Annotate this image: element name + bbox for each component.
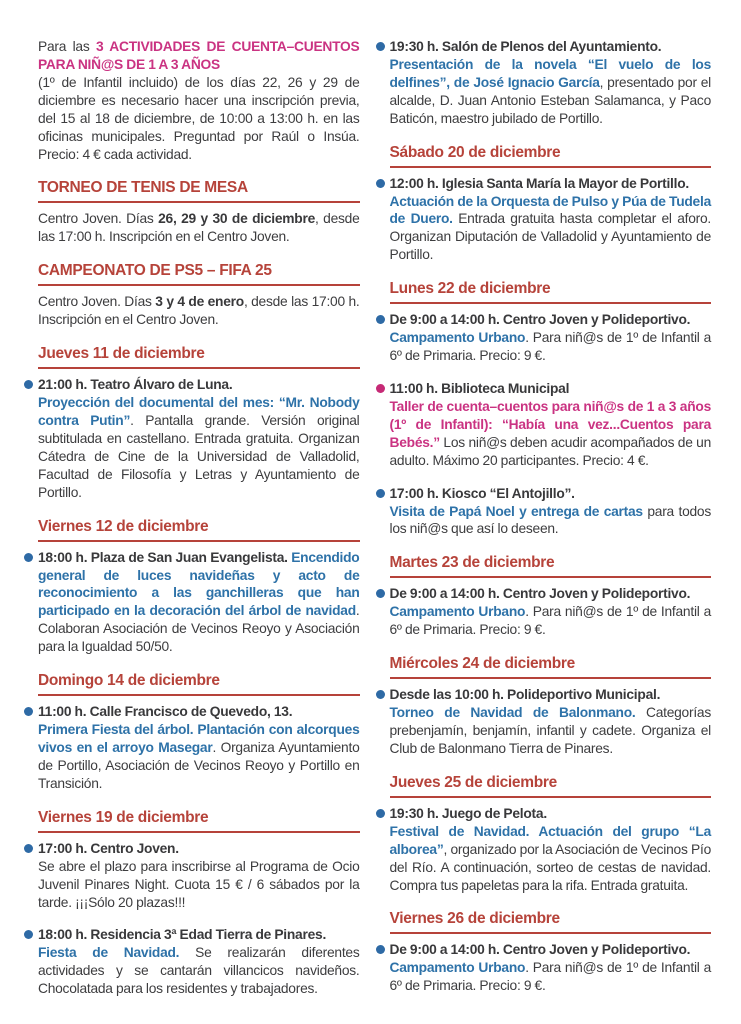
event-item [390, 380, 712, 470]
text-segment: 26, 29 y 30 de diciembre [158, 211, 316, 227]
text-segment: Los niñ@s deben acudir acompañados de un adulto. Máximo 20 participantes. Precio: 4 €. [389, 434, 711, 468]
text-segment: Campamento Urbano [389, 960, 526, 976]
event-text [390, 175, 712, 265]
section-heading: Miércoles 24 de diciembre [390, 655, 712, 679]
text-segment: . Colaboran Asociación de Vecinos Reoyo y Asociación para la Igualdad 50/50. [38, 603, 360, 655]
event-item [38, 703, 360, 793]
text-segment: 11:00 h. Biblioteca Municipal [389, 380, 570, 396]
text-segment: Encendido general de luces navideñas y acto de reconocimiento a las ganchilleras que han participado en la decoración del árbol de navidad [38, 549, 360, 619]
text-segment: 17:00 h. Kiosco “El Antojillo”. [389, 485, 575, 501]
event-text [390, 485, 712, 539]
left-column [38, 38, 360, 1008]
text-segment: Se realizarán diferentes actividades y se cantarán villancicos navideños. Chocolatada para los residentes y trabajadores. [38, 945, 360, 997]
text-segment: para todos los niñ@s que así lo deseen. [389, 503, 711, 537]
text-segment: Para las [38, 39, 96, 54]
text-segment: Categorías prebenjamín, benjamín, infantil y cadete. Organiza el Club de Balonmano Tierra de Pinares. [389, 705, 711, 756]
text-segment: 18:00 h. Plaza de San Juan Evangelista. [38, 549, 292, 565]
text-block [38, 38, 360, 163]
right-column [390, 38, 712, 1008]
text-segment: , desde las 17:00 h. Inscripción en el Centro Joven. [38, 294, 360, 328]
day-section [38, 345, 360, 501]
event-item [38, 840, 360, 912]
blue-bullet-icon [24, 380, 33, 389]
pink-bullet-icon [376, 384, 385, 393]
section-heading: Martes 23 de diciembre [390, 554, 712, 578]
blue-bullet-icon [376, 179, 385, 188]
text-segment: . Pantalla grande. Versión original subtitulada en castellano. Entrada gratuita. Organizan Cátedra de Cine de la Universidad de Valladolid, Facultad de Filosofía y Letras y Ayuntamiento de Portillo. [38, 412, 360, 500]
section-heading: Viernes 12 de diciembre [38, 518, 360, 542]
day-section [38, 518, 360, 657]
blue-bullet-icon [24, 553, 33, 562]
event-item [38, 376, 360, 501]
event-text [38, 293, 360, 329]
text-segment: 18:00 h. Residencia 3ª Edad Tierra de Pinares. [38, 927, 327, 943]
event-text [38, 376, 360, 501]
section-heading: Viernes 19 de diciembre [38, 809, 360, 833]
event-text [38, 926, 360, 998]
day-section [38, 672, 360, 793]
day-section [38, 809, 360, 998]
blue-bullet-icon [376, 809, 385, 818]
text-segment: Campamento Urbano [389, 604, 526, 620]
text-block [38, 210, 360, 246]
day-section [390, 655, 712, 758]
blue-bullet-icon [24, 930, 33, 939]
blue-bullet-icon [376, 690, 385, 699]
text-segment: Desde las 10:00 h. Polideportivo Municipal. [389, 687, 661, 703]
text-segment: . Para niñ@s de 1º de Infantil a 6º de Primaria. Precio: 9 €. [389, 960, 712, 994]
text-segment: 11:00 h. Calle Francisco de Quevedo, 13. [38, 704, 293, 720]
day-section [390, 554, 712, 639]
blue-bullet-icon [376, 945, 385, 954]
event-text [390, 311, 712, 365]
day-section [390, 774, 712, 895]
event-text [38, 38, 360, 163]
event-item [38, 549, 360, 657]
text-segment: Torneo de Navidad de Balonmano. [389, 705, 636, 721]
text-segment: Campamento Urbano [389, 330, 526, 346]
event-text [38, 703, 360, 793]
text-segment: Primera Fiesta del árbol. Plantación con alcorques vivos en el arroyo Masegar [38, 722, 360, 755]
text-segment: Centro Joven. Días [38, 294, 156, 310]
text-segment: (1º de Infantil incluido) de los días 22, 26 y 29 de diciembre es necesario hacer una inscripción previa, del 15 al 18 de diciembre, de 10:00 a 13:00 h. en las oficinas municipales. Preguntad por Raúl o Insúa. Precio: 4 € cada actividad. [38, 74, 360, 162]
text-segment: , presentado por el alcalde, D. Juan Antonio Esteban Salamanca, y Paco Baticón, maestro jubilado de Portillo. [389, 74, 711, 126]
text-segment: 19:30 h. Salón de Plenos del Ayuntamiento. [389, 39, 662, 54]
event-text [390, 380, 712, 470]
text-segment: Visita de Papá Noel y entrega de cartas [389, 503, 643, 519]
text-segment: 17:00 h. Centro Joven. [38, 840, 179, 856]
event-item [38, 926, 360, 998]
text-segment: De 9:00 a 14:00 h. Centro Joven y Polideportivo. [389, 586, 691, 602]
day-section [390, 144, 712, 265]
event-text [390, 686, 712, 758]
day-section [38, 179, 360, 246]
event-item [390, 175, 712, 265]
section-heading: TORNEO DE TENIS DE MESA [38, 179, 360, 203]
blue-bullet-icon [376, 489, 385, 498]
event-text [390, 805, 712, 895]
event-item [390, 38, 712, 128]
blue-bullet-icon [24, 707, 33, 716]
event-item [390, 311, 712, 365]
event-text [390, 38, 712, 128]
text-segment: Actuación de la Orquesta de Pulso y Púa de Tudela de Duero. [389, 193, 711, 227]
day-section [390, 910, 712, 995]
section-heading: Viernes 26 de diciembre [390, 910, 712, 934]
day-section [390, 280, 712, 538]
event-text [390, 585, 712, 639]
section-heading: Sábado 20 de diciembre [390, 144, 712, 168]
section-heading: Domingo 14 de diciembre [38, 672, 360, 696]
text-segment: Fiesta de Navidad. [38, 945, 180, 961]
text-segment: . Para niñ@s de 1º de Infantil a 6º de Primaria. Precio: 9 €. [389, 604, 712, 638]
text-block [38, 293, 360, 329]
section-heading: Jueves 11 de diciembre [38, 345, 360, 369]
event-item [390, 485, 712, 539]
blue-bullet-icon [24, 844, 33, 853]
text-segment: De 9:00 a 14:00 h. Centro Joven y Polideportivo. [389, 942, 691, 958]
section-heading: Jueves 25 de diciembre [390, 774, 712, 798]
text-segment: 21:00 h. Teatro Álvaro de Luna. [38, 377, 233, 393]
event-text [38, 210, 360, 246]
text-segment: Proyección del documental del mes: “Mr. Nobody contra Putin” [38, 395, 360, 428]
text-segment: De 9:00 a 14:00 h. Centro Joven y Polideportivo. [389, 312, 691, 328]
text-segment: . Organiza Ayuntamiento de Portillo, Asociación de Vecinos Reoyo y Portillo en Transición. [38, 739, 360, 791]
text-segment: Se abre el plazo para inscribirse al Programa de Ocio Juvenil Pinares Night. Cuota 15 € / 6 sábados por la tarde. ¡¡¡Sólo 20 plazas!!! [38, 858, 360, 910]
text-segment: Centro Joven. Días [38, 211, 159, 227]
event-item [390, 686, 712, 758]
text-segment: , organizado por la Asociación de Vecinos Pío del Río. A continuación, sorteo de cestas de navidad. Compra tus papeletas para la rifa. Entrada gratuita. [389, 841, 711, 893]
event-item [390, 805, 712, 895]
text-segment: Festival de Navidad. Actuación del grupo “La alborea” [389, 823, 711, 857]
text-segment: 3 y 4 de enero [155, 294, 244, 310]
blue-bullet-icon [376, 42, 385, 51]
text-segment: Entrada gratuita hasta completar el aforo. Organizan Diputación de Valladolid y Ayuntamiento de Portillo. [389, 211, 711, 263]
text-segment: 12:00 h. Iglesia Santa María la Mayor de Portillo. [389, 175, 689, 191]
event-text [38, 840, 360, 912]
event-text [390, 941, 712, 995]
event-text [38, 549, 360, 657]
text-segment: Presentación de la novela “El vuelo de los delfines”, de José Ignacio García [389, 56, 711, 90]
event-item [390, 941, 712, 995]
text-segment: 3 ACTIVIDADES DE CUENTA–CUENTOS PARA NIÑ@S DE 1 A 3 AÑOS [38, 39, 360, 72]
section-heading: CAMPEONATO DE PS5 – FIFA 25 [38, 262, 360, 286]
day-section [38, 262, 360, 329]
text-segment: , desde las 17:00 h. Inscripción en el Centro Joven. [38, 211, 360, 245]
section-heading: Lunes 22 de diciembre [390, 280, 712, 304]
blue-bullet-icon [376, 589, 385, 598]
event-item [390, 585, 712, 639]
text-segment: . Para niñ@s de 1º de Infantil a 6º de Primaria. Precio: 9 €. [389, 330, 712, 364]
blue-bullet-icon [376, 315, 385, 324]
text-segment: Taller de cuenta–cuentos para niñ@s de 1 a 3 años (1º de Infantil): “Había una vez...Cuentos para Bebés.” [389, 398, 711, 450]
text-segment: 19:30 h. Juego de Pelota. [389, 805, 547, 821]
